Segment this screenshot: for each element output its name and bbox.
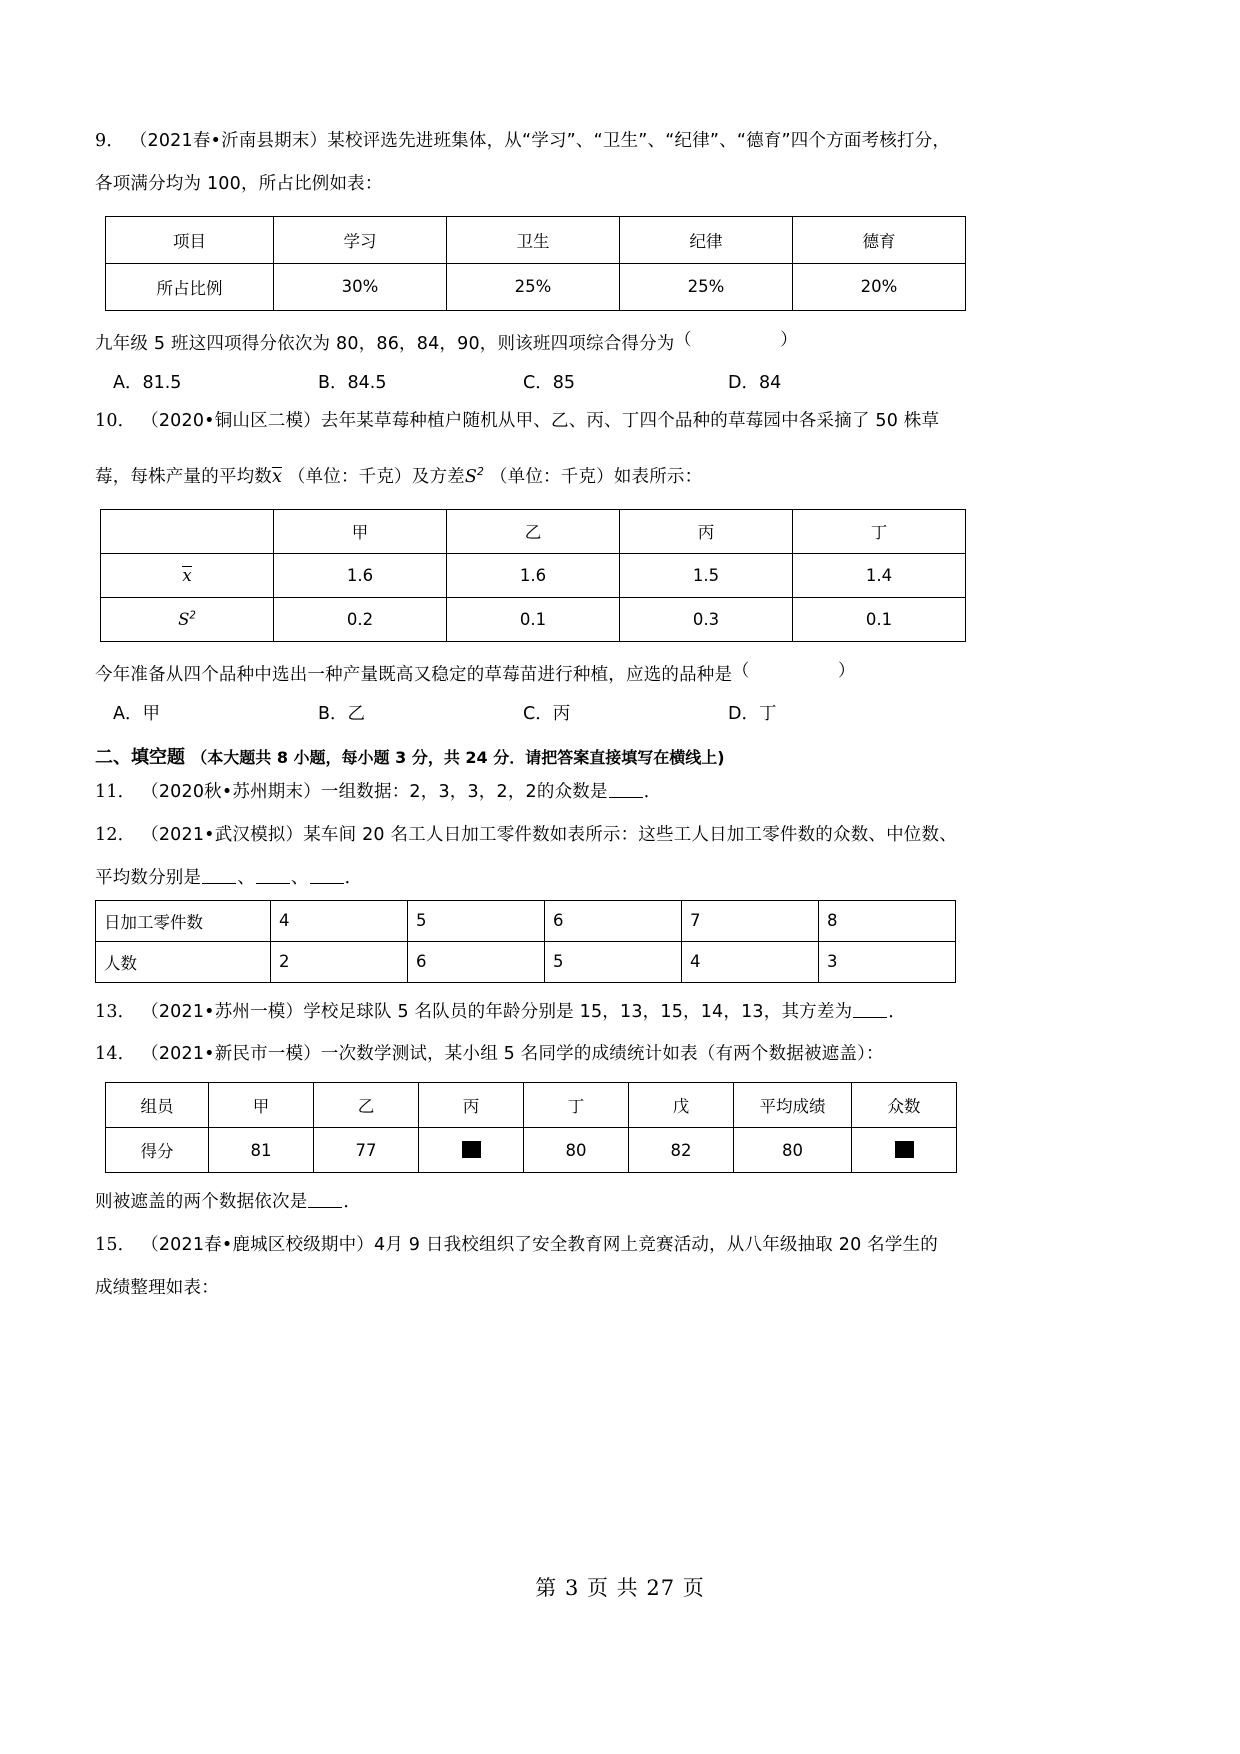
answer-blank[interactable]	[202, 868, 236, 884]
cell-count-1: 2	[271, 941, 408, 982]
option-d[interactable]: D．丁	[728, 704, 777, 725]
question-14: 14． （2021•新民市一模）一次数学测试，某小组 5 名同学的成绩统计如表（有两个数据被遮盖）：	[95, 1044, 884, 1065]
table-row	[101, 553, 966, 597]
question-13-stem: 学校足球队 5 名队员的年龄分别是 15，13，15，14，13，其方差为	[303, 1001, 853, 1022]
question-9-answer-paren: （ ）	[674, 329, 824, 350]
cell-discipline-ratio: 25%	[620, 263, 793, 310]
cell-parts-label: 日加工零件数	[96, 900, 271, 941]
question-12-stem-line1: 某车间 20 名工人日加工零件数如表所示：这些工人日加工零件数的众数、中位数、	[303, 825, 957, 846]
question-15-stem-line2-wrap	[95, 1277, 1155, 1300]
cell-parts-7: 7	[682, 900, 819, 941]
cell-variety-yi: 乙	[447, 509, 620, 553]
variance-exponent: 2	[477, 465, 485, 478]
question-12-number: 12	[95, 825, 118, 846]
mean-symbol: x	[272, 466, 283, 487]
table-row	[96, 941, 956, 982]
cell-mean-ding: 1.4	[793, 553, 966, 597]
cell-score-yi: 77	[314, 1128, 419, 1173]
cell-mean-yi: 1.6	[447, 553, 620, 597]
question-9-after-table	[95, 329, 1155, 356]
question-14-after-table	[95, 1191, 1155, 1214]
cell-variance-yi: 0.1	[447, 597, 620, 641]
cell-score-ding: 80	[524, 1128, 629, 1173]
cell-hygiene-ratio: 25%	[447, 263, 620, 310]
cell-discipline: 纪律	[620, 216, 793, 263]
question-14-source: （2021•新民市一模）	[141, 1044, 321, 1065]
table-strawberry-stats	[100, 509, 966, 642]
question-11-number: 11	[95, 782, 118, 803]
question-9-source: （2021春•沂南县期末）	[129, 131, 328, 151]
answer-blank[interactable]	[310, 868, 344, 884]
table-row	[106, 263, 966, 310]
cell-member-bing: 丙	[419, 1083, 524, 1128]
cell-score-jia: 81	[209, 1128, 314, 1173]
question-10-stem-line2-b: （单位：千克）及方差	[287, 466, 465, 487]
cell-member-jia: 甲	[209, 1083, 314, 1128]
cell-member-yi: 乙	[314, 1083, 419, 1128]
cell-parts-8: 8	[819, 900, 956, 941]
table-row	[106, 1128, 957, 1173]
question-10-stem-line2-a: 莓，每株产量的平均数	[95, 466, 272, 487]
cell-count-5: 3	[819, 941, 956, 982]
question-14-stem-line1: 一次数学测试，某小组 5 名同学的成绩统计如表（有两个数据被遮盖）：	[320, 1044, 884, 1065]
cell-score-bing-masked	[419, 1128, 524, 1173]
cell-moral: 德育	[793, 216, 966, 263]
question-12: 12． （2021•武汉模拟）某车间 20 名工人日加工零件数如表所示：这些工人日加工零件数的众数、中位数、	[95, 825, 957, 846]
masked-box-icon	[895, 1141, 914, 1158]
cell-score-label: 得分	[106, 1128, 209, 1173]
table-scoring-weights	[105, 216, 966, 311]
question-11-tail: ．	[643, 782, 662, 803]
question-10-stem-line1: 去年某草莓种植户随机从甲、乙、丙、丁四个品种的草莓园中各采摘了 50 株草	[320, 411, 940, 432]
variance-symbol: S	[178, 609, 190, 629]
cell-parts-4: 4	[271, 900, 408, 941]
variance-exponent: 2	[189, 610, 196, 622]
answer-blank[interactable]	[308, 1192, 342, 1208]
option-c[interactable]: C．85	[523, 373, 575, 394]
cell-empty-corner	[101, 509, 274, 553]
masked-box-icon	[462, 1141, 481, 1158]
table-row	[96, 900, 956, 941]
answer-blank[interactable]	[609, 782, 643, 798]
cell-count-2: 6	[408, 941, 545, 982]
question-12-tail: ．	[344, 867, 363, 888]
question-10-answer-paren: （ ）	[732, 660, 882, 681]
cell-score-mode-masked	[852, 1128, 957, 1173]
question-10-after-table	[95, 660, 1155, 687]
cell-parts-5: 5	[408, 900, 545, 941]
cell-mean-bing: 1.5	[620, 553, 793, 597]
cell-variety-jia: 甲	[274, 509, 447, 553]
question-15-stem-line2: 成绩整理如表：	[95, 1277, 219, 1298]
option-c[interactable]: C．丙	[523, 704, 571, 725]
cell-ratio-label: 所占比例	[106, 263, 274, 310]
table-row	[101, 597, 966, 641]
cell-variety-ding: 丁	[793, 509, 966, 553]
question-9-after-table-text: 九年级 5 班这四项得分依次为 80，86，84，90，则该班四项综合得分为	[95, 333, 675, 354]
question-15-source: （2021春•鹿城区校级期中）	[141, 1234, 374, 1255]
question-12-stem-line2-wrap	[95, 867, 1155, 890]
option-b[interactable]: B．乙	[318, 704, 366, 725]
question-10-after-table-text: 今年准备从四个品种中选出一种产量既高又稳定的草莓苗进行种植，应选的品种是	[95, 664, 733, 685]
question-13-number: 13	[95, 1001, 118, 1022]
option-b[interactable]: B．84.5	[318, 373, 387, 394]
option-d[interactable]: D．84	[728, 373, 782, 394]
question-12-stem-line2-prefix: 平均数分别是	[95, 867, 202, 888]
cell-count-3: 5	[545, 941, 682, 982]
question-9-number: 9	[95, 131, 107, 151]
cell-member-wu: 戊	[629, 1083, 734, 1128]
question-9-stem-line1: 某校评选先进班集体，从“学习”、“卫生”、“纪律”、“德育”四个方面考核打分，	[327, 131, 951, 151]
cell-mode-label: 众数	[852, 1083, 957, 1128]
cell-member-label: 组员	[106, 1083, 209, 1128]
cell-study: 学习	[274, 216, 447, 263]
cell-study-ratio: 30%	[274, 263, 447, 310]
question-14-after-table-text: 则被遮盖的两个数据依次是	[95, 1192, 308, 1213]
question-15: 15． （2021春•鹿城区校级期中）4月 9 日我校组织了安全教育网上竞赛活动，从八年级抽取 20 名学生的	[95, 1234, 938, 1255]
table-row	[101, 509, 966, 553]
question-10-options	[95, 700, 1155, 725]
cell-item-label: 项目	[106, 216, 274, 263]
question-12-source: （2021•武汉模拟）	[141, 825, 304, 846]
cell-parts-6: 6	[545, 900, 682, 941]
option-a[interactable]: A．81.5	[113, 373, 182, 394]
question-9-options	[95, 369, 1155, 394]
cell-mean-label	[101, 553, 274, 597]
cell-count-label: 人数	[96, 941, 271, 982]
question-13-source: （2021•苏州一模）	[141, 1001, 304, 1022]
question-9: 9． （2021春•沂南县期末）某校评选先进班集体，从“学习”、“卫生”、“纪律”、“德育”四个方面考核打分，	[95, 131, 951, 151]
question-10-number: 10	[95, 411, 118, 432]
cell-variance-ding: 0.1	[793, 597, 966, 641]
section-two-heading	[95, 743, 1155, 769]
question-14-number: 14	[95, 1044, 118, 1065]
cell-member-ding: 丁	[524, 1083, 629, 1128]
answer-blank[interactable]	[853, 1002, 887, 1018]
cell-mean-jia: 1.6	[274, 553, 447, 597]
answer-blank[interactable]	[256, 868, 290, 884]
table-daily-parts	[95, 900, 956, 983]
cell-average-label: 平均成绩	[734, 1083, 852, 1128]
question-12-sep2: 、	[290, 867, 309, 888]
section-two-detail: （本大题共 8 小题，每小题 3 分，共 24 分．请把答案直接填写在横线上)	[191, 748, 725, 768]
question-15-stem-line1: 4月 9 日我校组织了安全教育网上竞赛活动，从八年级抽取 20 名学生的	[374, 1234, 938, 1255]
table-row	[106, 1083, 957, 1128]
cell-variance-label	[101, 597, 274, 641]
question-10-source: （2020•铜山区二模）	[141, 411, 321, 432]
section-two-label: 二、填空题	[95, 747, 185, 769]
question-9-stem-line2-wrap	[95, 173, 1155, 196]
cell-score-average: 80	[734, 1128, 852, 1173]
cell-score-wu: 82	[629, 1128, 734, 1173]
cell-variance-jia: 0.2	[274, 597, 447, 641]
table-group-scores	[105, 1082, 957, 1173]
question-10-stem-line2-c: （单位：千克）如表所示：	[489, 466, 703, 487]
cell-variety-bing: 丙	[620, 509, 793, 553]
question-15-number: 15	[95, 1234, 118, 1255]
question-10-stem-line2-wrap	[95, 465, 1155, 489]
cell-moral-ratio: 20%	[793, 263, 966, 310]
variance-symbol: S	[464, 466, 478, 487]
question-13-tail: ．	[888, 1001, 906, 1022]
cell-count-4: 4	[682, 941, 819, 982]
question-11-source: （2020秋•苏州期末）	[141, 782, 321, 803]
question-11-stem: 一组数据：2，3，3，2，2的众数是	[320, 782, 608, 803]
table-row	[106, 216, 966, 263]
question-14-tail: ．	[343, 1192, 362, 1213]
question-9-stem-line2: 各项满分均为 100，所占比例如表：	[95, 173, 383, 194]
question-10: 10． （2020•铜山区二模）去年某草莓种植户随机从甲、乙、丙、丁四个品种的草莓园中各采摘了 50 株草	[95, 411, 940, 432]
cell-hygiene: 卫生	[447, 216, 620, 263]
question-11: 11． （2020秋•苏州期末）一组数据：2，3，3，2，2的众数是 ．	[95, 782, 662, 803]
cell-variance-bing: 0.3	[620, 597, 793, 641]
page-footer: 第 3 页 共 27 页	[535, 1576, 705, 1600]
mean-symbol: x	[182, 565, 192, 585]
option-a[interactable]: A．甲	[113, 704, 160, 725]
question-13: 13． （2021•苏州一模）学校足球队 5 名队员的年龄分别是 15，13，15，14，13，其方差为 ．	[95, 1001, 906, 1022]
question-12-sep1: 、	[237, 867, 255, 888]
